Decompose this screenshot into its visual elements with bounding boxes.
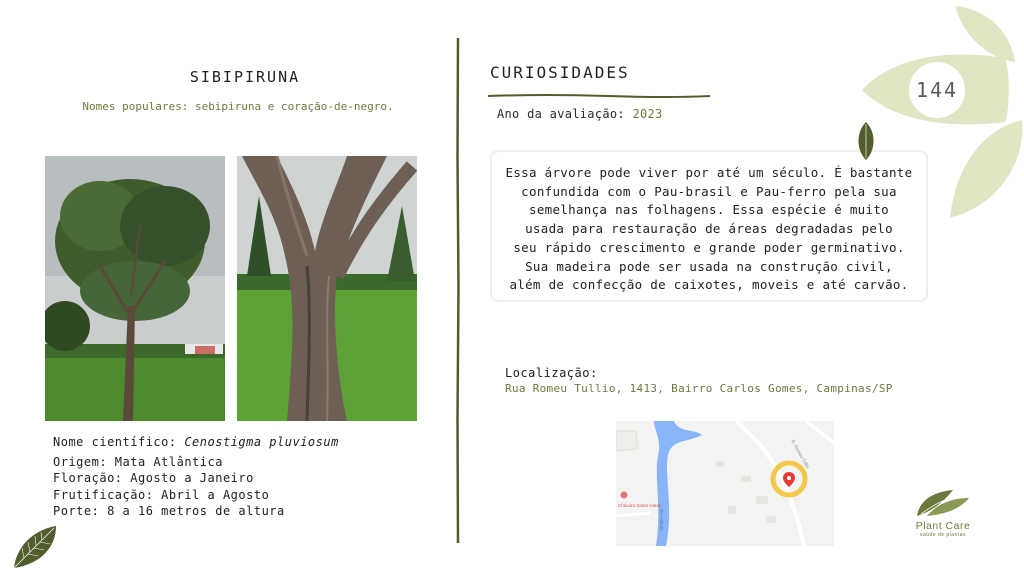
scientific-name: Cenostigma pluviosum: [184, 435, 339, 449]
curiosity-line: semelhança nas folhagens. Essa espécie é muito: [529, 202, 889, 218]
fruiting: Frutificação: Abril a Agosto: [53, 488, 270, 502]
scientific-name-row: [53, 435, 339, 449]
curiosity-line: seu rápido crescimento e grande poder germinativo.: [513, 239, 905, 255]
location-address: Rua Romeu Tullio, 1413, Bairro Carlos Gomes, Campinas/SP: [505, 382, 893, 395]
logo-name: Plant Care: [915, 520, 971, 532]
curiosity-line: Sua madeira pode ser usada na construção civil,: [525, 258, 893, 274]
curiosity-line: além de confecção de caixotes, moveis e até carvão.: [509, 277, 909, 293]
map-street-label: R. Romeu Tullio: [790, 439, 811, 470]
popular-names: Nomes populares: sebipiruna e coração-de-negro.: [82, 100, 394, 113]
curiosities-title: CURIOSIDADES: [490, 63, 630, 82]
year-value: 2023: [632, 107, 663, 121]
leaf-icon: [10, 524, 60, 570]
species-title: SIBIPIRUNA: [189, 68, 301, 86]
curiosity-line: usada para restauração de áreas degradadas pelo: [525, 221, 893, 237]
map-river-label: Rio Atibaia: [659, 509, 664, 531]
curiosity-line: Essa árvore pode viver por até um século. É bastante: [505, 165, 913, 180]
tree-photo: [45, 156, 225, 421]
leaf-icon: [856, 122, 876, 160]
size: Porte: 8 a 16 metros de altura: [53, 504, 285, 518]
flowering: Floração: Agosto a Janeiro: [53, 471, 254, 485]
trunk-photo: [237, 156, 417, 421]
evaluation-year: [497, 107, 663, 121]
decorative-leaves: [860, 0, 1024, 230]
year-label: Ano da avaliação:: [497, 107, 625, 121]
scientific-label: Nome científico:: [53, 435, 177, 449]
card-number-badge: 144: [915, 78, 959, 102]
origin: Origem: Mata Atlântica: [53, 455, 223, 469]
column-divider: [456, 38, 460, 543]
logo-tagline: saúde de plantas: [919, 532, 967, 538]
location-label: Localização:: [505, 366, 598, 380]
title-underline: [488, 84, 710, 90]
curiosity-line: confundida com o Pau-brasil e Pau-ferro pela sua: [521, 183, 897, 199]
map-place-label: Chácara Santa Isabel: [618, 503, 662, 508]
location-map[interactable]: [616, 421, 834, 546]
